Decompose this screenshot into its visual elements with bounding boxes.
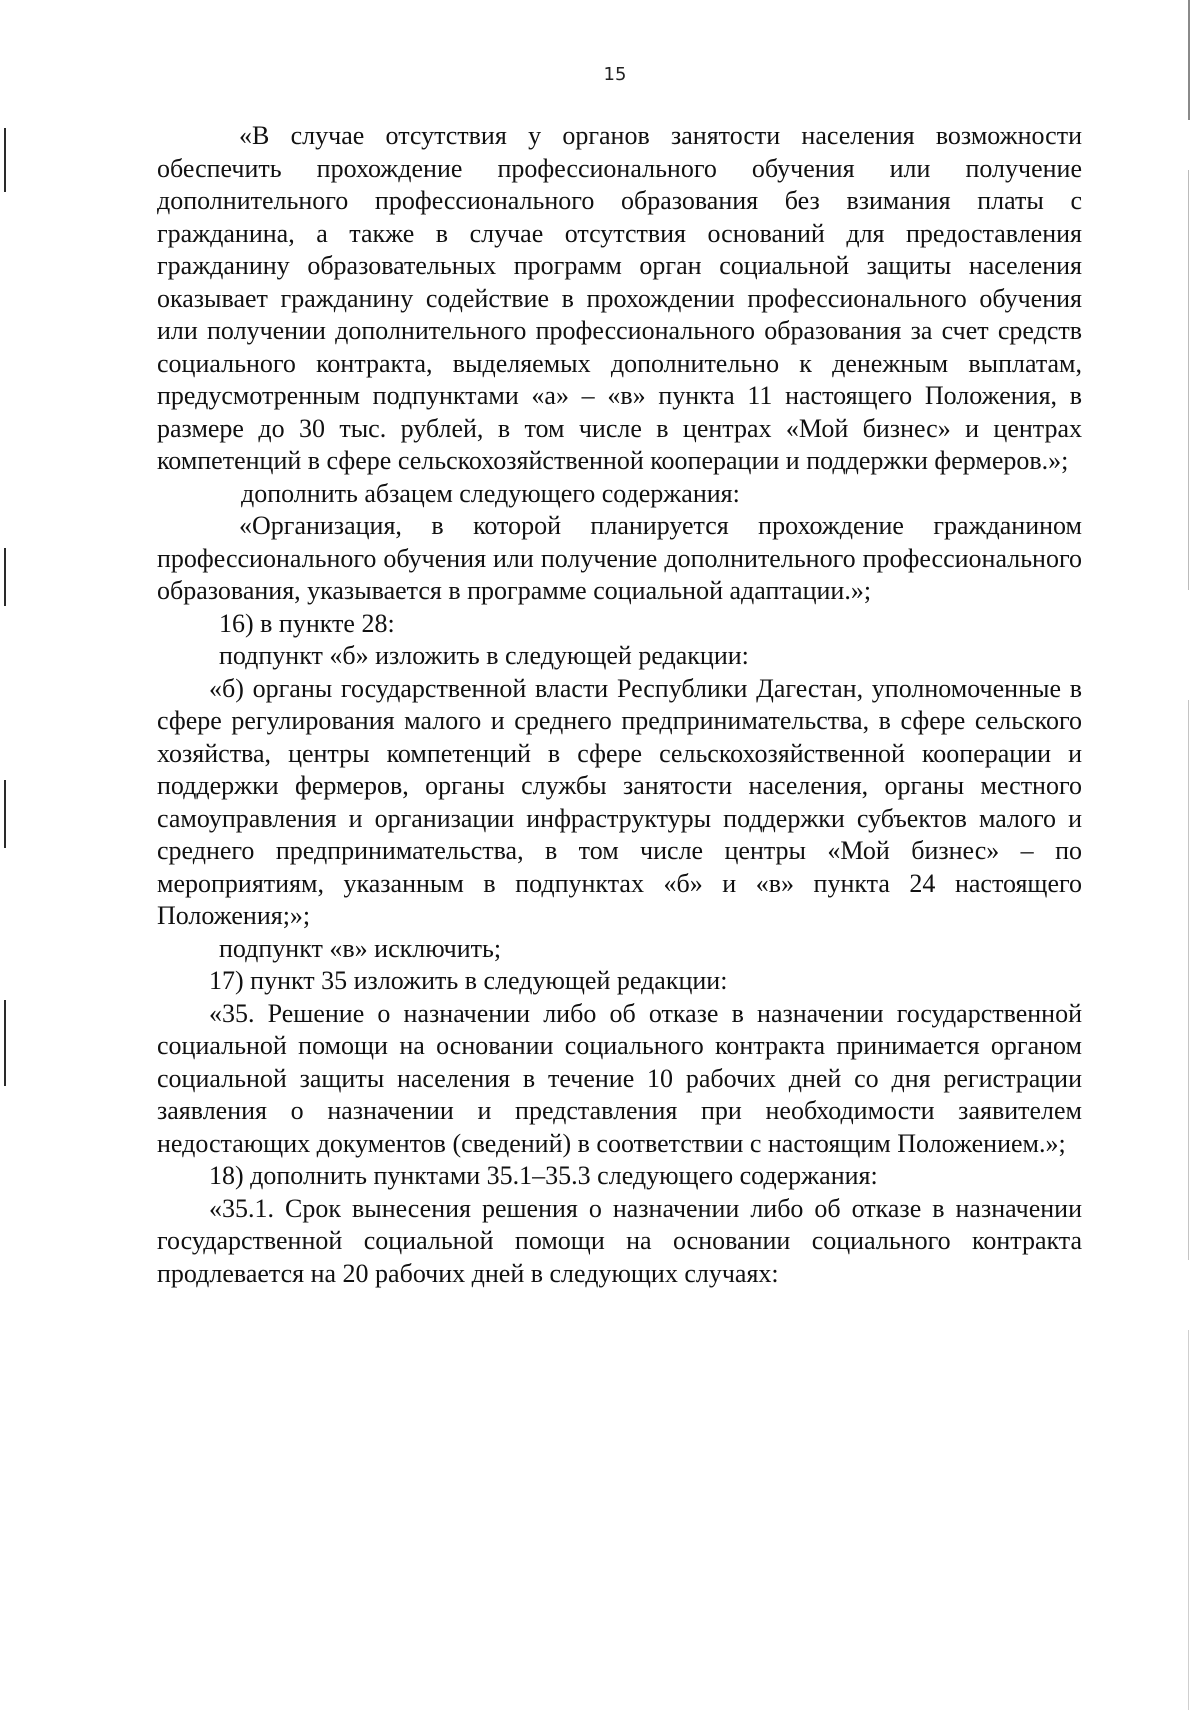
paragraph-quoted-point-35-1: «35.1. Срок вынесения решения о назначении либо об отказе в назначении государственной социальной помощи на основании социального контракта продлевается на 20 рабочих дней в следующих случаях: xyxy=(157,1193,1082,1288)
paragraph-instruction-subpoint-b: подпункт «б» изложить в следующей редакции: xyxy=(219,641,749,670)
scan-edge-mark-right-1 xyxy=(1188,0,1190,120)
paragraph-item-16: 16) в пункте 28: xyxy=(219,608,395,638)
paragraph-item-17: 17) пункт 35 изложить в следующей редакции: xyxy=(209,966,728,995)
page-number: 15 xyxy=(603,64,627,85)
scan-edge-mark-left-2 xyxy=(4,548,6,606)
document-body xyxy=(157,120,1082,1290)
paragraph-instruction-add-abzac: дополнить абзацем следующего содержания: xyxy=(241,478,740,508)
paragraph-quoted-subpoint-b: «б) органы государственной власти Республики Дагестан, уполномоченные в сфере регулирования малого и среднего предпринимательства, в сфере сельского хозяйства, центры компетенций в сфере сельскохозяйственной кооперации и поддержки фермеров, органы службы занятости населения, органы местного самоуправления и организации инфраструктуры поддержки субъектов малого и среднего предпринимательства, в том числе центры «Мой бизнес» – по мероприятиям, указанным в подпунктах «б» и «в» пункта 24 настоящего Положения;»; xyxy=(157,673,1082,930)
scan-edge-mark-left-4 xyxy=(4,1000,6,1086)
scan-edge-mark-left-1 xyxy=(4,128,6,192)
paragraph-quoted-organization: «Организация, в которой планируется прохождение гражданином профессионального обучения или получение дополнительного профессионального образования, указывается в программе социальной адаптации.»; xyxy=(157,511,1082,605)
paragraph-quoted-point-35: «35. Решение о назначении либо об отказе в назначении государственной социальной помощи на основании социального контракта принимается органом социальной защиты населения в течение 10 рабочих дней со дня регистрации заявления о назначении и представления при необходимости заявителем недостающих документов (сведений) в соответствии с настоящим Положением.»; xyxy=(157,998,1082,1158)
paragraph-quoted-training-provision: «В случае отсутствия у органов занятости населения возможности обеспечить прохождение профессионального обучения или получение дополнительного профессионального образования без взимания платы с гражданина, а также в случае отсутствия оснований для предоставления гражданину образовательных программ орган социальной защиты населения оказывает гражданину содействие в прохождении профессионального обучения или получении дополнительного профессионального образования за счет средств социального контракта, выделяемых дополнительно к денежным выплатам, предусмотренным подпунктами «а» – «в» пункта 11 настоящего Положения, в размере до 30 тыс. рублей, в том числе в центрах «Мой бизнес» и центрах компетенций в сфере сельскохозяйственной кооперации и поддержки фермеров.»; xyxy=(157,121,1082,475)
scan-edge-mark-right-2 xyxy=(1188,170,1189,590)
scan-edge-mark-right-3 xyxy=(1188,700,1189,1260)
scan-edge-mark-left-3 xyxy=(4,780,6,848)
scan-edge-mark-right-4 xyxy=(1188,1330,1189,1710)
paragraph-instruction-exclude-v: подпункт «в» исключить; xyxy=(219,933,502,963)
paragraph-item-18: 18) дополнить пунктами 35.1–35.3 следующего содержания: xyxy=(209,1161,878,1190)
